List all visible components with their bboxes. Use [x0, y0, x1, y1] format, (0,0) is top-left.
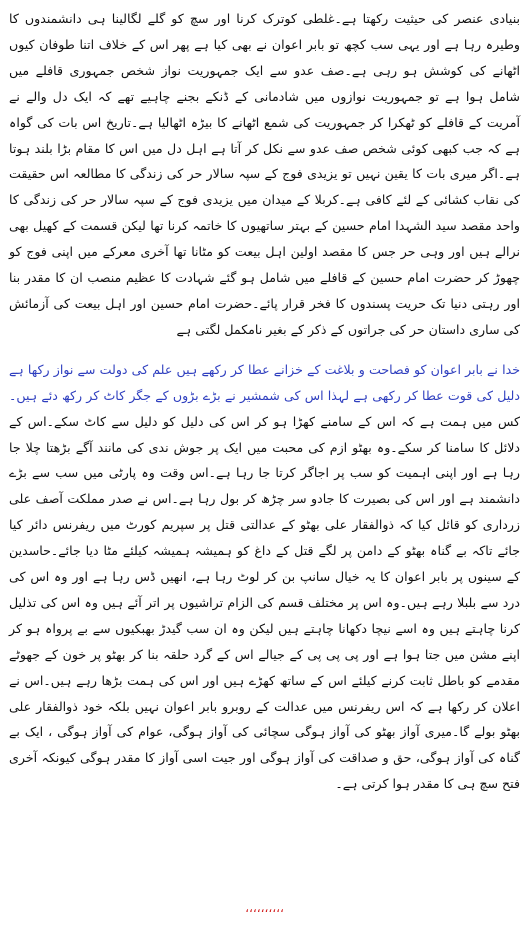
paragraph-2-text: کس میں ہمت ہے کہ اس کے سامنے کھڑا ہو کر اس کی دلیل کو دلیل سے کاٹ سکے۔اس کے دلائل کا سامنا کر سکے۔وہ بھٹو ازم کی محبت میں ایک پر جوش ندی کی مانند آگے بڑھتا چلا جا رہا ہے اور اپنی اہمیت کو سب پر اجاگر کرتا جا رہا ہے۔اس وقت وہ پارٹی میں سب سے بڑے دانشمند ہے اور اس کی بصیرت کا جادو سر چڑھ کر بول رہا ہے۔اس نے صدر مملکت آصف علی زرداری کو قائل کیا کہ ذوالفقار علی بھٹو کے عدالتی قتل پر سپریم کورٹ میں ریفرنس دائر کیا جائے تاکہ بے گناہ بھٹو کے دامن پر لگے قتل کے داغ کو ہمیشہ ہمیشہ کیلئے مٹا دیا جائے۔حاسدین کے سینوں پر بابر اعوان کا یہ خیال سانپ بن کر لوٹ رہا ہے، انھیں ڈس رہا ہے اور وہ اس کی درد سے بلبلا رہے ہیں۔وہ اس پر مختلف قسم کی الزام تراشیوں پر اتر آئے ہیں وہ اس کی تذلیل کرنا چاہتے ہیں وہ اسے نیچا دکھانا چاہتے ہیں لیکن وہ ان سب گیدڑ بھبکیوں سے بے پرواہ ہو کر اپنے مشن میں جتا ہوا ہے اور پی پی پی کے جیالے اس کے گرد حلقہ بنا کر بھٹو پر خون کے جھوٹے مقدمے کو باطل ثابت کرنے کیلئے اس کے ساتھ کھڑے ہیں اور اس کی ہمت بڑھا رہے ہیں۔اس نے اعلان کر رکھا ہے کہ اس ریفرنس میں عدالت کے روبرو بابر اعوان نہیں بلکہ خود ذوالفقار علی بھٹو بولے گا۔میری آواز بھٹو کی آواز ہوگی سچائی کی آواز ہوگی، عوام کی آواز ہوگی ، ایک بے گناہ کی آواز ہوگی، حق و صداقت کی آواز ہوگی اور جیت اسی آواز کا مقدر ہوگی کیونکہ آخری فتح سچ ہی کا مقدر ہوا کرتی ہے۔ — [9, 413, 520, 792]
article-paragraph-1: بنیادی عنصر کی حیثیت رکھتا ہے۔غلطی کوترک کرنا اور سچ کو گلے لگالینا ہی دانشمندوں کا وطیرہ رہا ہے اور یہی سب کچھ تو بابر اعوان نے بھی کیا ہے پھر اس کے خلاف اتنا طوفان کیوں اٹھانے کی کوشش ہو رہی ہے۔صف عدو سے ایک جمہوریت نواز شخص جمہوری قافلے میں شامل ہوا ہے تو جمہوریت نوازوں میں شادمانی کے ڈنکے بجنے چاہیے تھے کہ ایک دل والے نے آمریت کے قافلے کو ٹھکرا کر جمہوریت کی شمع اٹھانے کا بیڑہ اٹھالیا ہے۔تاریخ اس بات کی گواہ ہے کہ جب کبھی کوئی شخص صف عدو سے نکل کر آتا ہے اہل دل میں اس کا مقام بڑا بلند ہوتا ہے۔اگر میری بات کا یقین نہیں تو یزیدی فوج کے سپہ سالار حر کی زندگی کا مطالعہ اس حقیقت کی نقاب کشائی کے لئے کافی ہے۔کربلا کے میدان میں یزیدی فوج کے سپہ سالار حر کی زندگی کا واحد مقصد سید الشہدا امام حسین کے بہتر ساتھیوں کا خاتمہ کرنا تھا لیکن قسمت کے کھیل بھی نرالے ہیں اور وہی حر جس کا مقصد اولین اہل بیعت کو مٹانا تھا آخری معرکے میں اپنی فوج کو چھوڑ کر حضرت امام حسین کے قافلے میں شامل ہو گئے شہادت کا عظیم منصب ان کا مقدر بنا اور رہتی دنیا تک حریت پسندوں کا فخر قرار پائے۔حضرت امام حسین اور اہل بیعت کی آزمائش کی ساری داستان حر کی جراتوں کے ذکر کے بغیر نامکمل لگتی ہے — [9, 11, 520, 337]
end-marker: ،،،،،،،،،، — [245, 901, 284, 915]
highlighted-text: خدا نے بابر اعوان کو فصاحت و بلاغت کے خزانے عطا کر رکھے ہیں علم کی دولت سے نواز رکھا ہے دلیل کی قوت عطا کر رکھی ہے لہذا اس کی شمشیر نے بڑے بڑوں کے جگر کاٹ کر رکھ دئے ہیں۔ — [9, 361, 520, 403]
article-paragraph-2 — [9, 357, 520, 797]
